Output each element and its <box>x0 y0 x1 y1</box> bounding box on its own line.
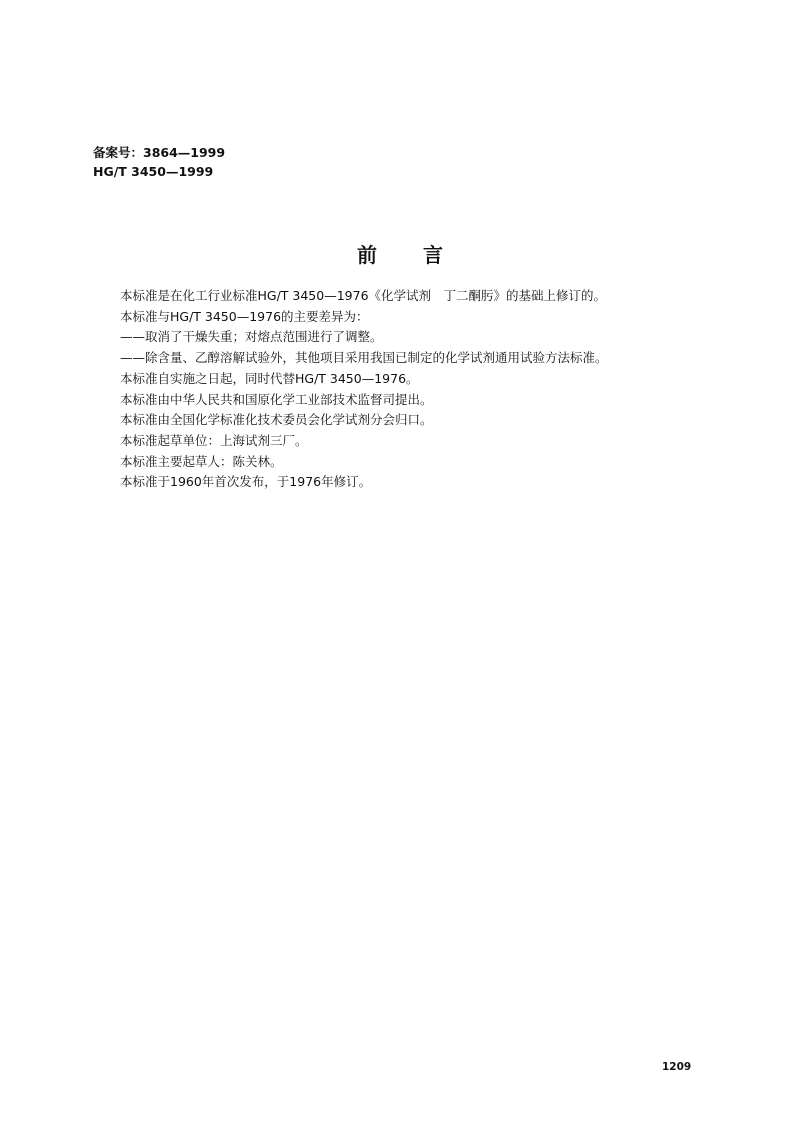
paragraph-replacement: 本标准自实施之日起，同时代替HG/T 3450—1976。 <box>120 370 419 386</box>
paragraph-responsible-unit: 本标准由全国化学标准化技术委员会化学试剂分会归口。 <box>120 412 433 428</box>
filing-number: 备案号：3864—1999 <box>93 145 226 160</box>
foreword-body <box>120 286 608 493</box>
paragraph-difference-2: ——除含量、乙醇溶解试验外，其他项目采用我国已制定的化学试剂通用试验方法标准。 <box>120 350 608 366</box>
document-header <box>93 143 225 181</box>
page-number: 1209 <box>662 1061 692 1073</box>
paragraph-drafter: 本标准主要起草人：陈关林。 <box>120 453 283 469</box>
paragraph-differences-intro: 本标准与HG/T 3450—1976的主要差异为： <box>120 308 369 324</box>
paragraph-drafting-unit: 本标准起草单位：上海试剂三厂。 <box>120 432 308 448</box>
paragraph-difference-1: ——取消了干燥失重；对熔点范围进行了调整。 <box>120 329 383 345</box>
paragraph-history: 本标准于1960年首次发布，于1976年修订。 <box>120 474 372 490</box>
paragraph-proposer: 本标准由中华人民共和国原化学工业部技术监督司提出。 <box>120 391 433 407</box>
page-title: 前言 <box>357 243 489 267</box>
paragraph-basis: 本标准是在化工行业标准HG/T 3450—1976《化学试剂 丁二酮肟》的基础上修订的。 <box>120 288 607 303</box>
standard-code: HG/T 3450—1999 <box>93 164 214 179</box>
